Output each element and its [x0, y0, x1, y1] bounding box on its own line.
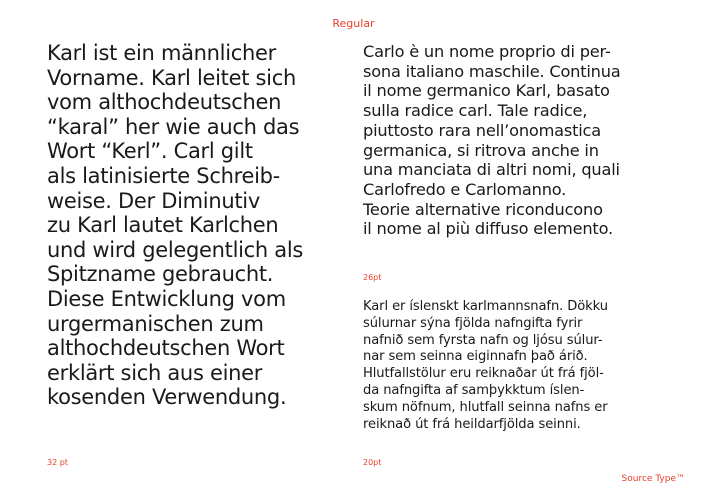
text-line: Vorname. Karl leitet sich	[47, 65, 296, 90]
text-line: Wort “Kerl”. Carl gilt	[47, 139, 253, 164]
text-line: zu Karl lautet Karlchen	[47, 213, 279, 238]
text-line: weise. Der Diminutiv	[47, 188, 260, 213]
text-line: Spitzname gebraucht.	[47, 262, 274, 287]
brand-label: Source Type™	[621, 474, 685, 484]
text-line: althochdeutschen Wort	[47, 336, 285, 361]
text-line: Carlo è un nome proprio di per-	[363, 42, 611, 61]
text-line: sulla radice carl. Tale radice,	[363, 101, 588, 121]
text-line: kosenden Verwendung.	[47, 385, 287, 410]
text-line: il nome al più diffuso elemento.	[363, 219, 613, 239]
text-line: erklärt sich aus einer	[47, 360, 263, 385]
text-line: Karl er íslenskt karlmannsnafn. Dökku	[363, 299, 608, 314]
text-line: reiknað út frá heildarfjölda seinni.	[363, 416, 581, 432]
text-line: Carlofredo e Carlomanno.	[363, 179, 567, 199]
text-line: vom althochdeutschen	[47, 90, 282, 115]
text-line: und wird gelegentlich als	[47, 237, 304, 262]
text-line: Karl ist ein männlicher	[47, 41, 276, 65]
size-label-32: 32 pt	[47, 458, 68, 467]
italian-text-block	[363, 42, 621, 239]
text-line: piuttosto rara nell’onomastica	[363, 120, 601, 140]
german-text-block	[47, 41, 303, 410]
icelandic-text-block	[363, 299, 608, 433]
size-label-20: 20pt	[363, 458, 382, 467]
text-line: da nafngifta af samþykktum íslen-	[363, 382, 585, 398]
style-label: Regular	[332, 17, 375, 30]
text-line: Hlutfallstölur eru reiknaðar út frá fjöl-	[363, 366, 604, 382]
text-line: sona italiano maschile. Continua	[363, 61, 621, 81]
text-line: nar sem seinna eiginnafn það árið.	[363, 349, 588, 365]
text-line: skum nöfnum, hlutfall seinna nafns er	[363, 399, 608, 415]
text-line: urgermanischen zum	[47, 311, 264, 336]
size-label-26: 26pt	[363, 273, 382, 282]
text-line: Teorie alternative riconducono	[363, 199, 603, 219]
text-line: súlurnar sýna fjölda nafngifta fyrir	[363, 315, 583, 331]
text-line: il nome germanico Karl, basato	[363, 81, 610, 101]
text-line: germanica, si ritrova anche in	[363, 140, 599, 160]
text-line: nafnið sem fyrsta nafn og ljósu súlur-	[363, 332, 603, 348]
text-line: Diese Entwicklung vom	[47, 286, 286, 311]
text-line: una manciata di altri nomi, quali	[363, 160, 620, 180]
text-line: als latinisierte Schreib-	[47, 163, 280, 188]
text-line: “karal” her wie auch das	[47, 114, 300, 139]
